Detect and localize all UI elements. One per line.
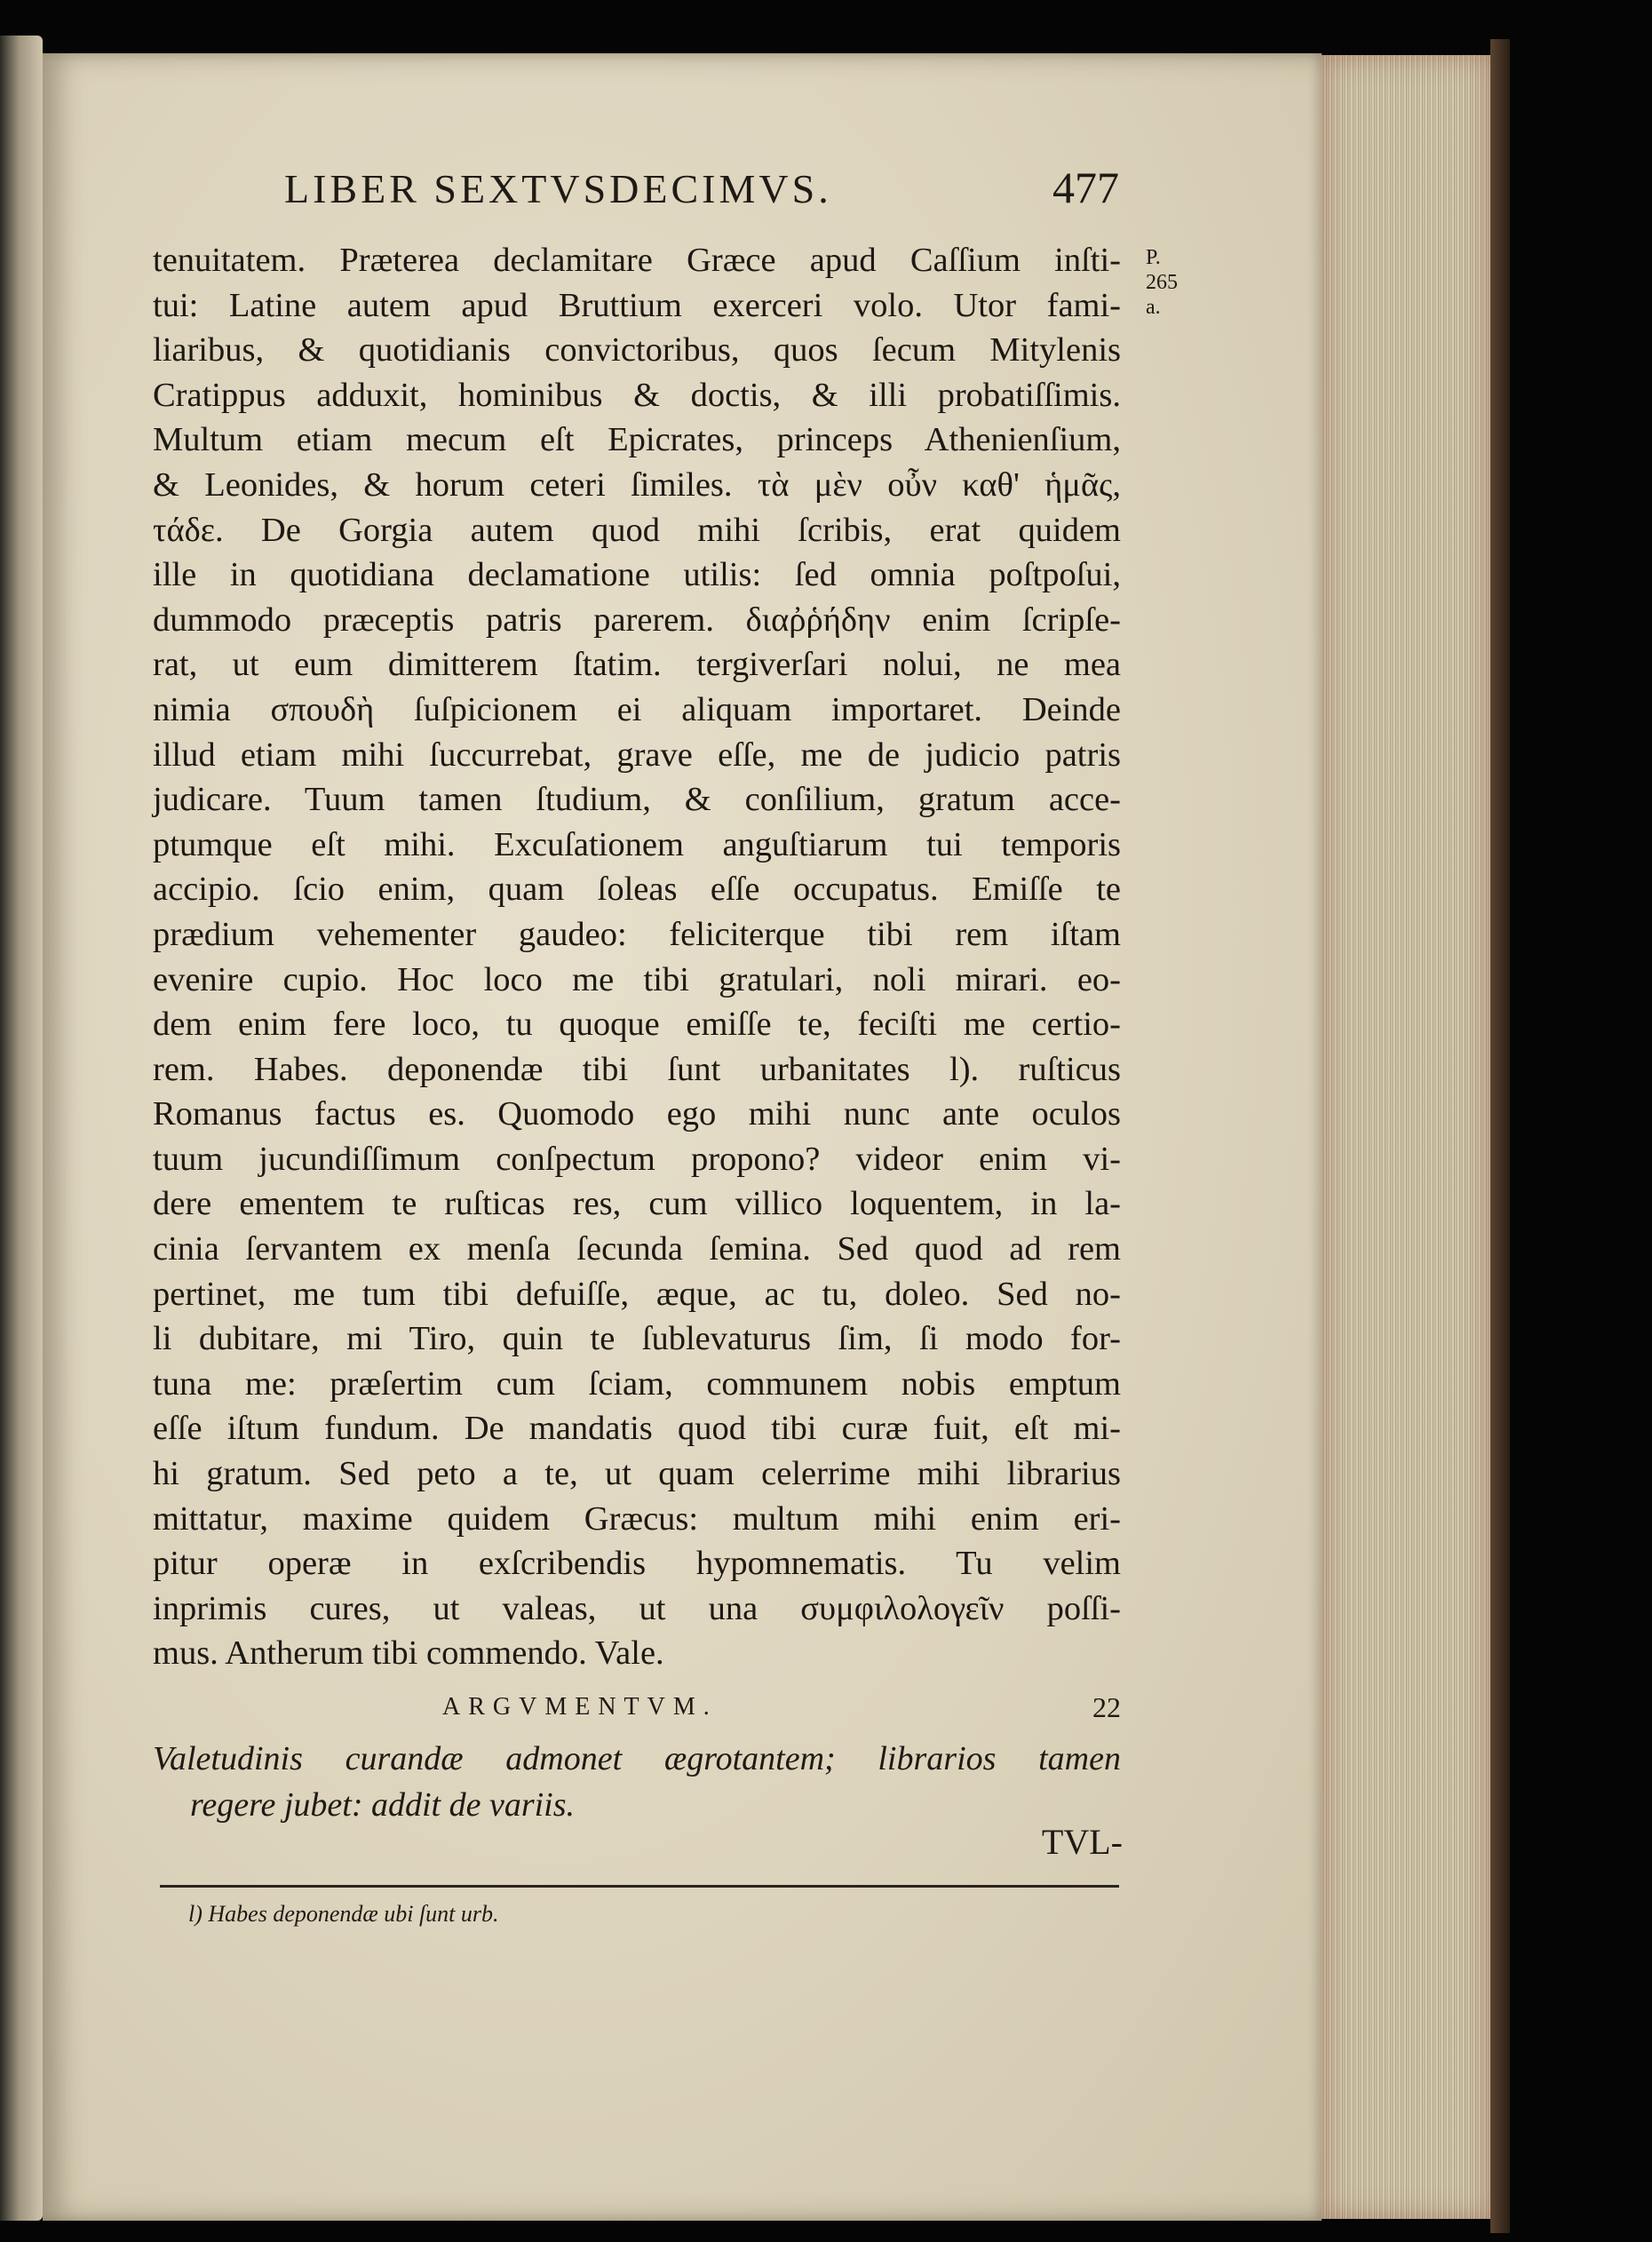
text-line: li dubitare, mi Tiro, quin te ſublevaturus ſim, ſi modo for- — [153, 1320, 1121, 1358]
text-line: & Leonides, & horum ceteri ſimiles. τὰ μὲν οὖν καθ' ἡμᾶς, — [153, 465, 1121, 504]
book-fore-edge — [1322, 55, 1499, 2219]
text-line: pertinet, me tum tibi defuiſſe, æque, ac tu, doleo. Sed no- — [153, 1275, 1121, 1313]
footnote: l) Habes deponendæ ubi ſunt urb. — [188, 1901, 499, 1927]
text-line: dem enim fere loco, tu quoque emiſſe te, feciſti me certio- — [153, 1006, 1121, 1044]
text-line: cinia ſervantem ex menſa ſecunda ſemina. Sed quod ad rem — [153, 1230, 1121, 1268]
text-line: mus. Antherum tibi commendo. Vale. — [153, 1634, 664, 1673]
book-cover-edge — [1490, 39, 1510, 2233]
text-line: liaribus, & quotidianis convictoribus, quos ſecum Mitylenis — [153, 331, 1121, 370]
text-line: accipio. ſcio enim, quam ſoleas eſſe occupatus. Emiſſe te — [153, 871, 1121, 909]
text-line: tuna me: præſertim cum ſciam, communem nobis emptum — [153, 1364, 1121, 1403]
text-line: τάδε. De Gorgia autem quod mihi ſcribis, erat quidem — [153, 511, 1121, 549]
margin-reference — [1146, 245, 1190, 320]
text-line: judicare. Tuum tamen ſtudium, & conſilium, gratum acce- — [153, 781, 1121, 819]
page-number: 477 — [1052, 163, 1119, 212]
footnote-rule — [160, 1885, 1119, 1888]
text-line: ille in quotidiana declamatione utilis: ſed omnia poſtpoſui, — [153, 556, 1121, 594]
argument-label: ARGVMENTVM. — [442, 1693, 718, 1721]
argument-summary — [153, 1736, 1121, 1828]
text-line: mittatur, maxime quidem Græcus: multum mihi enim eri- — [153, 1499, 1121, 1538]
letter-number: 22 — [1092, 1691, 1121, 1723]
text-line: ptumque eſt mihi. Excuſationem anguſtiarum tui temporis — [153, 825, 1121, 863]
text-line: Cratippus adduxit, hominibus & doctis, & illi probatiſſimis. — [153, 376, 1121, 414]
text-line: Multum etiam mecum eſt Epicrates, princeps Athenienſium, — [153, 421, 1121, 459]
text-line: inprimis cures, ut valeas, ut una συμφιλολογεῖν poſſi- — [153, 1589, 1121, 1627]
margin-note-line: a. — [1146, 296, 1161, 319]
text-line: evenire cupio. Hoc loco me tibi gratulari, noli mirari. eo- — [153, 960, 1121, 998]
text-line: illud etiam mihi ſuccurrebat, grave eſſe, me de judicio patris — [153, 735, 1121, 774]
text-line: hi gratum. Sed peto a te, ut quam celerrime mihi librarius — [153, 1455, 1121, 1493]
margin-note-line: 265 — [1146, 271, 1178, 294]
letter-body-text — [153, 238, 1121, 1676]
text-line: pitur operæ in exſcribendis hypomnematis. Tu velim — [153, 1545, 1121, 1583]
text-line: eſſe iſtum fundum. De mandatis quod tibi curæ fuit, eſt mi- — [153, 1410, 1121, 1448]
margin-note-line: P. — [1146, 246, 1161, 269]
running-title: LIBER SEXTVSDECIMVS. — [284, 166, 832, 211]
text-line: tenuitatem. Præterea declamitare Græce apud Caſſium inſti- — [153, 242, 1121, 279]
argument-line: Valetudinis curandæ admonet ægrotantem; librarios tamen — [153, 1740, 1121, 1777]
text-line: dummodo præceptis patris parerem. διαῤῥήδην enim ſcripſe- — [153, 600, 1121, 639]
text-line: nimia σπουδὴ ſuſpicionem ei aliquam importaret. Deinde — [153, 690, 1121, 728]
catchword: TVL- — [1041, 1822, 1123, 1862]
running-header — [284, 165, 1119, 227]
text-line: rem. Habes. deponendæ tibi ſunt urbanitates l). ruſticus — [153, 1050, 1121, 1088]
argument-heading — [153, 1693, 1121, 1737]
text-line: prædium vehementer gaudeo: feliciterque tibi rem iſtam — [153, 915, 1121, 953]
text-line: dere ementem te ruſticas res, cum villico loquentem, in la- — [153, 1185, 1121, 1223]
text-line: Romanus factus es. Quomodo ego mihi nunc ante oculos — [153, 1095, 1121, 1133]
text-line: tui: Latine autem apud Bruttium exerceri volo. Utor fami- — [153, 286, 1121, 324]
argument-line: regere jubet: addit de variis. — [190, 1786, 576, 1824]
left-page-edge — [0, 36, 43, 2221]
text-line: tuum jucundiſſimum conſpectum propono? videor enim vi- — [153, 1140, 1121, 1178]
text-line: rat, ut eum dimitterem ſtatim. tergiverſari nolui, ne mea — [153, 646, 1121, 684]
